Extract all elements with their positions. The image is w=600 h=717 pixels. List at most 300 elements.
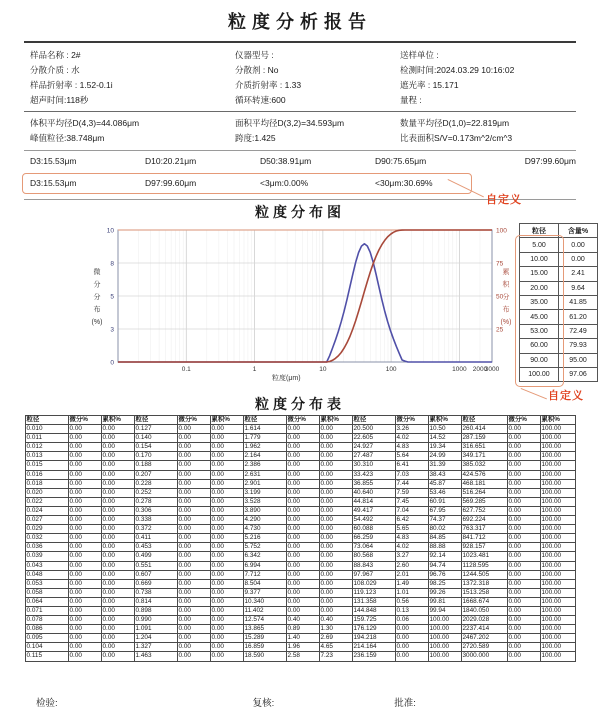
cell: 0.00 bbox=[210, 543, 243, 552]
column-header: 微分% bbox=[177, 416, 210, 425]
cell: 100.00 bbox=[540, 597, 575, 606]
cell: 0.00 bbox=[319, 425, 352, 434]
cell: 0.00 bbox=[319, 452, 352, 461]
cell: 72.49 bbox=[559, 324, 598, 338]
cell: 0.00 bbox=[177, 452, 210, 461]
cell: 24.99 bbox=[428, 452, 461, 461]
cell: 0.00 bbox=[507, 652, 540, 661]
cell: 100.00 bbox=[540, 488, 575, 497]
cell: 0.00 bbox=[507, 606, 540, 615]
cell: 0.00 bbox=[101, 552, 134, 561]
cell: 0.00 bbox=[210, 488, 243, 497]
info-range: 量程 : bbox=[400, 95, 422, 105]
signature-row bbox=[0, 695, 600, 709]
cell: 19.34 bbox=[428, 443, 461, 452]
cell: 1.962 bbox=[243, 443, 286, 452]
cell: 108.029 bbox=[352, 579, 395, 588]
cell: 100.00 bbox=[540, 634, 575, 643]
cell: 2.164 bbox=[243, 452, 286, 461]
cell: 0.00 bbox=[101, 561, 134, 570]
cell: 0.00 bbox=[507, 470, 540, 479]
cell: 100.00 bbox=[540, 461, 575, 470]
table-row bbox=[25, 561, 575, 570]
cell: 0.00 bbox=[68, 434, 101, 443]
cell: 0.00 bbox=[177, 534, 210, 543]
cell: 0.00 bbox=[210, 470, 243, 479]
column-header: 粒径 bbox=[352, 416, 395, 425]
cell: 0.00 bbox=[68, 652, 101, 661]
cell: 14.52 bbox=[428, 434, 461, 443]
cell: 0.00 bbox=[319, 443, 352, 452]
cell: 0.00 bbox=[101, 506, 134, 515]
cell: 10.50 bbox=[428, 425, 461, 434]
cell: 0.00 bbox=[507, 461, 540, 470]
cell: 0.00 bbox=[68, 552, 101, 561]
cell: 100.00 bbox=[540, 443, 575, 452]
cell: 0.00 bbox=[101, 425, 134, 434]
cell: 0.00 bbox=[177, 425, 210, 434]
cell: 20.00 bbox=[520, 281, 559, 295]
cell: 5.752 bbox=[243, 543, 286, 552]
cell: 1.30 bbox=[319, 625, 352, 634]
cell: 0.00 bbox=[68, 479, 101, 488]
right-axis-tick: 75 bbox=[496, 260, 504, 268]
table-row bbox=[25, 461, 575, 470]
cell: 98.25 bbox=[428, 579, 461, 588]
cell: 44.814 bbox=[352, 497, 395, 506]
info-medium: 分散介质 : 水 bbox=[30, 65, 80, 75]
cell: 0.338 bbox=[134, 516, 177, 525]
stat-number-mean: 数量平均径D(1,0)=22.819μm bbox=[400, 118, 510, 128]
cell: 0.00 bbox=[68, 634, 101, 643]
cell: 100.00 bbox=[428, 652, 461, 661]
cell: 5.216 bbox=[243, 534, 286, 543]
approver-label: 批准: bbox=[394, 698, 416, 709]
cell: 0.40 bbox=[286, 616, 319, 625]
cell: 0.043 bbox=[25, 561, 68, 570]
cell: 0.00 bbox=[395, 625, 428, 634]
cell: 3.528 bbox=[243, 497, 286, 506]
cell: 0.00 bbox=[507, 616, 540, 625]
cell: 0.00 bbox=[177, 616, 210, 625]
cell: 67.95 bbox=[428, 506, 461, 515]
cell: 5.00 bbox=[520, 238, 559, 252]
cell: 1.463 bbox=[134, 652, 177, 661]
cell: 97.967 bbox=[352, 570, 395, 579]
cell: 0.00 bbox=[68, 616, 101, 625]
column-header: 粒径 bbox=[134, 416, 177, 425]
cell: 79.93 bbox=[559, 339, 598, 353]
cell: 0.00 bbox=[319, 506, 352, 515]
cell: 13.865 bbox=[243, 625, 286, 634]
cell: 0.00 bbox=[319, 516, 352, 525]
cell: 0.00 bbox=[319, 479, 352, 488]
cell: 385.032 bbox=[461, 461, 507, 470]
cell: 2237.414 bbox=[461, 625, 507, 634]
cell: 31.39 bbox=[428, 461, 461, 470]
cell: 0.00 bbox=[68, 425, 101, 434]
x-axis-tick: 0.1 bbox=[181, 366, 191, 373]
cell: 0.00 bbox=[319, 461, 352, 470]
cell: 0.00 bbox=[210, 579, 243, 588]
cell: 0.00 bbox=[319, 534, 352, 543]
cell: 8.504 bbox=[243, 579, 286, 588]
d50-value: D50:38.91μm bbox=[260, 156, 312, 166]
table-row bbox=[25, 488, 575, 497]
stat-volume-mean: 体积平均径D(4,3)=44.086μm bbox=[30, 118, 140, 128]
cell: 7.59 bbox=[395, 488, 428, 497]
cell: 100.00 bbox=[428, 643, 461, 652]
cell: 100.00 bbox=[540, 425, 575, 434]
cell: 0.00 bbox=[507, 625, 540, 634]
cell: 0.814 bbox=[134, 597, 177, 606]
custom-annotation-label: 自定义 bbox=[486, 194, 522, 206]
cell: 0.89 bbox=[286, 625, 319, 634]
cell: 0.00 bbox=[210, 634, 243, 643]
cell: 569.285 bbox=[461, 497, 507, 506]
cell: 194.218 bbox=[352, 634, 395, 643]
cell: 0.024 bbox=[25, 506, 68, 515]
cell: 0.00 bbox=[177, 479, 210, 488]
left-axis-tick: 10 bbox=[106, 227, 114, 235]
cell: 0.00 bbox=[68, 561, 101, 570]
cell: 0.00 bbox=[68, 525, 101, 534]
left-axis-title: 分 bbox=[93, 293, 101, 301]
cell: 0.00 bbox=[177, 643, 210, 652]
cell: 0.00 bbox=[507, 452, 540, 461]
cell: 0.00 bbox=[507, 516, 540, 525]
cell: 24.927 bbox=[352, 443, 395, 452]
cell: 0.00 bbox=[101, 461, 134, 470]
cell: 7.44 bbox=[395, 479, 428, 488]
table-row bbox=[25, 588, 575, 597]
cell: 0.00 bbox=[286, 425, 319, 434]
cell: 0.990 bbox=[134, 616, 177, 625]
cell: 0.00 bbox=[286, 488, 319, 497]
column-header: 含量% bbox=[559, 224, 598, 238]
distribution-chart-title: 粒度分布图 bbox=[255, 204, 345, 220]
cell: 0.00 bbox=[286, 525, 319, 534]
cell: 0.00 bbox=[210, 452, 243, 461]
d97-value: D97:99.60μm bbox=[524, 156, 576, 166]
cell: 0.00 bbox=[507, 479, 540, 488]
info-sample-name: 样品名称 : 2# bbox=[30, 50, 81, 60]
d3-value: D3:15.53μm bbox=[30, 156, 77, 166]
particle-size-distribution-chart bbox=[0, 221, 600, 395]
table-row bbox=[25, 579, 575, 588]
right-axis-title: 布 bbox=[502, 306, 510, 314]
cell: 0.00 bbox=[286, 479, 319, 488]
cell: 0.00 bbox=[507, 525, 540, 534]
mean-diameter-section bbox=[0, 112, 600, 150]
cell: 100.00 bbox=[540, 561, 575, 570]
d-values-section bbox=[0, 151, 600, 206]
cell: 0.00 bbox=[101, 634, 134, 643]
left-axis-title: 布 bbox=[93, 306, 101, 314]
inspector-label: 检验: bbox=[36, 698, 58, 709]
cell: 0.013 bbox=[25, 452, 68, 461]
cell: 0.00 bbox=[507, 643, 540, 652]
info-medium-ri: 介质折射率 : 1.33 bbox=[235, 80, 302, 90]
table-row bbox=[25, 625, 575, 634]
cell: 0.00 bbox=[507, 597, 540, 606]
cell: 236.159 bbox=[352, 652, 395, 661]
cell: 0.00 bbox=[395, 634, 428, 643]
cell: 0.078 bbox=[25, 616, 68, 625]
distribution-table-title: 粒度分布表 bbox=[255, 396, 345, 412]
cell: 0.00 bbox=[177, 543, 210, 552]
cell: 96.76 bbox=[428, 570, 461, 579]
cell: 0.00 bbox=[177, 506, 210, 515]
cell: 100.00 bbox=[540, 570, 575, 579]
right-axis-title: 积 bbox=[502, 281, 510, 289]
cell: 0.188 bbox=[134, 461, 177, 470]
info-ultrasonic: 超声时间:118秒 bbox=[30, 95, 89, 105]
cell: 214.164 bbox=[352, 643, 395, 652]
cell: 0.00 bbox=[101, 579, 134, 588]
cell: 0.00 bbox=[507, 534, 540, 543]
x-axis-tick: 2000 bbox=[472, 366, 488, 373]
cell: 61.20 bbox=[559, 310, 598, 324]
cell: 0.00 bbox=[319, 434, 352, 443]
cell: 45.00 bbox=[520, 310, 559, 324]
cell: 0.00 bbox=[101, 470, 134, 479]
cell: 4.02 bbox=[395, 543, 428, 552]
cell: 0.012 bbox=[25, 443, 68, 452]
custom-values-row bbox=[30, 178, 490, 188]
d-values-row bbox=[30, 156, 576, 166]
cell: 0.00 bbox=[101, 497, 134, 506]
cell: 0.00 bbox=[286, 516, 319, 525]
cell: 88.88 bbox=[428, 543, 461, 552]
cell: 1.40 bbox=[286, 634, 319, 643]
cell: 0.071 bbox=[25, 606, 68, 615]
cell: 1.779 bbox=[243, 434, 286, 443]
info-instrument: 仪器型号 : bbox=[235, 50, 274, 60]
cell: 2.41 bbox=[559, 267, 598, 281]
stat-span: 跨度:1.425 bbox=[235, 133, 276, 143]
left-axis-title: 微 bbox=[93, 268, 101, 276]
cell: 0.00 bbox=[319, 488, 352, 497]
cell: 100.00 bbox=[540, 525, 575, 534]
cell: 0.00 bbox=[177, 497, 210, 506]
cell: 627.752 bbox=[461, 506, 507, 515]
cell: 0.00 bbox=[210, 425, 243, 434]
cell: 2.58 bbox=[286, 652, 319, 661]
cell: 0.00 bbox=[177, 443, 210, 452]
cell: 3000.000 bbox=[461, 652, 507, 661]
particle-size-distribution-table bbox=[25, 415, 576, 662]
cell: 0.00 bbox=[507, 588, 540, 597]
left-axis-tick: 0 bbox=[110, 359, 114, 367]
cell: 0.00 bbox=[210, 625, 243, 634]
cell: 2.901 bbox=[243, 479, 286, 488]
cell: 2.60 bbox=[395, 561, 428, 570]
cell: 424.576 bbox=[461, 470, 507, 479]
cell: 0.00 bbox=[177, 552, 210, 561]
cell: 15.00 bbox=[520, 267, 559, 281]
curve-differential bbox=[118, 244, 492, 362]
cell: 99.26 bbox=[428, 588, 461, 597]
cell: 0.00 bbox=[507, 579, 540, 588]
cell: 0.00 bbox=[177, 652, 210, 661]
cell: 0.898 bbox=[134, 606, 177, 615]
cell: 119.123 bbox=[352, 588, 395, 597]
cell: 0.00 bbox=[68, 579, 101, 588]
cell: 0.00 bbox=[177, 597, 210, 606]
left-axis-tick: 8 bbox=[110, 260, 114, 268]
cell: 100.00 bbox=[540, 652, 575, 661]
cell: 0.00 bbox=[68, 643, 101, 652]
cell: 0.00 bbox=[507, 434, 540, 443]
cell: 1.49 bbox=[395, 579, 428, 588]
cell: 0.252 bbox=[134, 488, 177, 497]
custom-lt3: <3μm:0.00% bbox=[260, 178, 309, 188]
cell: 7.03 bbox=[395, 470, 428, 479]
right-axis-title: 累 bbox=[502, 268, 510, 276]
cell: 0.00 bbox=[177, 570, 210, 579]
table-row bbox=[25, 506, 575, 515]
cell: 0.00 bbox=[507, 443, 540, 452]
cell: 100.00 bbox=[428, 616, 461, 625]
cell: 0.00 bbox=[210, 534, 243, 543]
cell: 0.00 bbox=[319, 561, 352, 570]
cell: 0.016 bbox=[25, 470, 68, 479]
cell: 0.607 bbox=[134, 570, 177, 579]
cell: 0.00 bbox=[210, 588, 243, 597]
table-row bbox=[25, 416, 575, 425]
cell: 12.574 bbox=[243, 616, 286, 625]
cell: 3.890 bbox=[243, 506, 286, 515]
x-axis-tick: 10 bbox=[319, 366, 327, 373]
cell: 260.414 bbox=[461, 425, 507, 434]
cell: 60.91 bbox=[428, 497, 461, 506]
cell: 0.00 bbox=[395, 643, 428, 652]
cell: 4.83 bbox=[395, 443, 428, 452]
cell: 88.843 bbox=[352, 561, 395, 570]
cell: 0.00 bbox=[101, 488, 134, 497]
cell: 0.00 bbox=[101, 516, 134, 525]
cell: 3.26 bbox=[395, 425, 428, 434]
cell: 0.00 bbox=[68, 488, 101, 497]
cell: 9.377 bbox=[243, 588, 286, 597]
cell: 30.310 bbox=[352, 461, 395, 470]
cell: 0.053 bbox=[25, 579, 68, 588]
cell: 0.738 bbox=[134, 588, 177, 597]
cell: 0.00 bbox=[319, 497, 352, 506]
table-row bbox=[25, 470, 575, 479]
column-header: 累积% bbox=[101, 416, 134, 425]
cell: 35.00 bbox=[520, 295, 559, 309]
column-header: 微分% bbox=[68, 416, 101, 425]
cell: 1244.505 bbox=[461, 570, 507, 579]
cell: 100.00 bbox=[520, 367, 559, 381]
table-row bbox=[25, 570, 575, 579]
cell: 2.69 bbox=[319, 634, 352, 643]
left-axis-tick: 3 bbox=[110, 326, 114, 334]
cell: 0.00 bbox=[286, 506, 319, 515]
x-axis-tick: 100 bbox=[385, 366, 397, 373]
cell: 0.00 bbox=[101, 543, 134, 552]
cell: 36.855 bbox=[352, 479, 395, 488]
cell: 0.00 bbox=[319, 470, 352, 479]
cell: 0.00 bbox=[177, 606, 210, 615]
cell: 0.06 bbox=[395, 616, 428, 625]
column-header: 累积% bbox=[428, 416, 461, 425]
cell: 6.342 bbox=[243, 552, 286, 561]
cell: 1.204 bbox=[134, 634, 177, 643]
cell: 0.00 bbox=[68, 470, 101, 479]
cell: 0.00 bbox=[177, 470, 210, 479]
cell: 0.00 bbox=[559, 252, 598, 266]
cell: 0.036 bbox=[25, 543, 68, 552]
cell: 60.00 bbox=[520, 339, 559, 353]
cell: 0.00 bbox=[319, 606, 352, 615]
cell: 0.00 bbox=[68, 543, 101, 552]
cell: 0.00 bbox=[286, 552, 319, 561]
cell: 0.00 bbox=[210, 561, 243, 570]
cell: 0.032 bbox=[25, 534, 68, 543]
cell: 1668.674 bbox=[461, 597, 507, 606]
cell: 1372.318 bbox=[461, 579, 507, 588]
cell: 7.23 bbox=[319, 652, 352, 661]
cell: 0.029 bbox=[25, 525, 68, 534]
cell: 0.00 bbox=[177, 525, 210, 534]
cell: 0.00 bbox=[210, 606, 243, 615]
cell: 0.00 bbox=[210, 497, 243, 506]
info-sender: 送样单位 : bbox=[400, 50, 439, 60]
cell: 0.00 bbox=[286, 434, 319, 443]
cell: 1.091 bbox=[134, 625, 177, 634]
cell: 97.06 bbox=[559, 367, 598, 381]
column-header: 微分% bbox=[507, 416, 540, 425]
cell: 0.306 bbox=[134, 506, 177, 515]
cell: 0.00 bbox=[210, 461, 243, 470]
cell: 0.020 bbox=[25, 488, 68, 497]
table-row bbox=[25, 552, 575, 561]
column-header: 微分% bbox=[395, 416, 428, 425]
cell: 0.00 bbox=[210, 516, 243, 525]
cell: 159.725 bbox=[352, 616, 395, 625]
info-test-time: 检测时间:2024.03.29 10:16:02 bbox=[400, 65, 515, 75]
cell: 1.01 bbox=[395, 588, 428, 597]
cell: 15.289 bbox=[243, 634, 286, 643]
cell: 5.65 bbox=[395, 525, 428, 534]
cell: 0.104 bbox=[25, 643, 68, 652]
cell: 0.00 bbox=[68, 570, 101, 579]
cell: 0.00 bbox=[319, 543, 352, 552]
cell: 841.712 bbox=[461, 534, 507, 543]
cell: 0.00 bbox=[177, 561, 210, 570]
cell: 131.358 bbox=[352, 597, 395, 606]
cell: 0.064 bbox=[25, 597, 68, 606]
cell: 0.00 bbox=[101, 588, 134, 597]
cell: 516.264 bbox=[461, 488, 507, 497]
table-row bbox=[25, 434, 575, 443]
cell: 0.115 bbox=[25, 652, 68, 661]
cell: 3.199 bbox=[243, 488, 286, 497]
column-header: 粒径 bbox=[25, 416, 68, 425]
cell: 3.27 bbox=[395, 552, 428, 561]
custom-d97: D97:99.60μm bbox=[145, 178, 197, 188]
cell: 0.00 bbox=[210, 570, 243, 579]
cell: 0.00 bbox=[286, 452, 319, 461]
cell: 5.64 bbox=[395, 452, 428, 461]
cell: 1513.258 bbox=[461, 588, 507, 597]
cell: 54.492 bbox=[352, 516, 395, 525]
cell: 11.402 bbox=[243, 606, 286, 615]
stat-ssa: 比表面积S/V=0.173m^2/cm^3 bbox=[400, 133, 513, 143]
